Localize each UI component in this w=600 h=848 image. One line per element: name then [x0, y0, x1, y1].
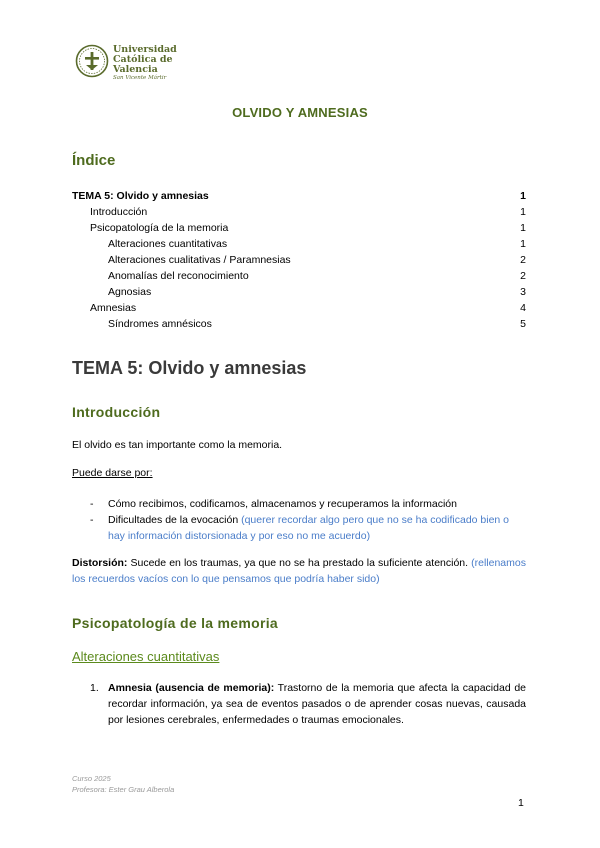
index-heading: Índice — [72, 152, 116, 169]
logo-line-2: Católica de — [113, 53, 173, 65]
toc-page: 1 — [520, 206, 526, 218]
toc-page: 5 — [520, 318, 526, 330]
distorsion-label: Distorsión: — [72, 557, 128, 569]
toc-entry-amnesias[interactable] — [72, 300, 526, 316]
toc-label: Psicopatología de la memoria — [90, 222, 229, 234]
toc-page: 1 — [520, 190, 526, 202]
toc-entry-anomalias[interactable] — [72, 268, 526, 284]
list-item — [90, 512, 526, 544]
toc-label: Introducción — [90, 206, 148, 218]
logo-line-3: Valencia — [113, 63, 158, 75]
toc-page: 1 — [520, 238, 526, 250]
amnesia-text: Trastorno de la memoria que afecta la capacidad de recordar información, ya sea de eventos pasados o de aprender cosas nuevas, causada por lesiones cerebrales, enfermedades o traumas emocionales. — [108, 682, 526, 726]
intro-paragraph: El olvido es tan importante como la memoria. — [72, 439, 283, 451]
toc-entry-alteraciones-cualitativas[interactable] — [72, 252, 526, 268]
toc-entry-sindromes[interactable] — [72, 316, 526, 332]
toc-page: 3 — [520, 286, 526, 298]
list-text-wrapper — [108, 680, 526, 728]
document-title: OLVIDO Y AMNESIAS — [232, 105, 368, 120]
bullet-text: Dificultades de la evocación — [108, 514, 239, 526]
bullet-dash: - — [90, 514, 94, 526]
footer-professor: Profesora: Ester Grau Alberola — [72, 785, 175, 794]
toc-label: Anomalías del reconocimiento — [108, 270, 249, 282]
toc-label: Síndromes amnésicos — [108, 318, 212, 330]
toc-label: TEMA 5: Olvido y amnesias — [72, 190, 209, 202]
page-number: 1 — [518, 797, 524, 809]
bullet-dash: - — [90, 498, 94, 510]
toc-page: 4 — [520, 302, 526, 314]
footer-course: Curso 2025 — [72, 774, 111, 783]
toc-page: 2 — [520, 254, 526, 266]
psicopatologia-heading: Psicopatología de la memoria — [72, 615, 279, 631]
intro-heading: Introducción — [72, 404, 161, 420]
list-item — [90, 680, 526, 728]
distorsion-text: Sucede en los traumas, ya que no se ha prestado la suficiente atención. — [130, 557, 469, 569]
logo-text — [113, 45, 177, 82]
logo-line-1: Universidad — [113, 44, 177, 55]
toc-entry-agnosias[interactable] — [72, 284, 526, 300]
toc-label: Alteraciones cualitativas / Paramnesias — [108, 254, 291, 266]
tema-heading: TEMA 5: Olvido y amnesias — [72, 358, 307, 378]
university-logo — [75, 44, 195, 80]
bullet-note: (querer recordar algo pero que no se ha codificado bien o hay información distorsionada y por eso no me acuerdo) — [108, 514, 510, 542]
distorsion-note: (rellenamos los recuerdos vacíos con lo que pensamos que podría haber sido) — [72, 557, 526, 585]
toc-label: Alteraciones cuantitativas — [108, 238, 228, 250]
list-number: 1. — [90, 682, 99, 694]
toc-entry-tema5[interactable] — [72, 188, 526, 204]
puede-darse-label: Puede darse por: — [72, 467, 153, 479]
toc-label: Amnesias — [90, 302, 137, 314]
toc-entry-psicopatologia[interactable] — [72, 220, 526, 236]
bullet-text-wrapper — [108, 512, 526, 544]
university-crest-icon — [75, 44, 109, 78]
toc-entry-introduccion[interactable] — [72, 204, 526, 220]
toc-entry-alteraciones-cuantitativas[interactable] — [72, 236, 526, 252]
distorsion-paragraph — [72, 555, 526, 587]
alteraciones-cuantitativas-heading: Alteraciones cuantitativas — [72, 649, 220, 664]
amnesia-label: Amnesia (ausencia de memoria): — [108, 682, 275, 694]
bullet-text: Cómo recibimos, codificamos, almacenamos y recuperamos la información — [108, 498, 457, 510]
toc-page: 2 — [520, 270, 526, 282]
toc-page: 1 — [520, 222, 526, 234]
footer — [72, 773, 174, 795]
toc-label: Agnosias — [108, 286, 152, 298]
logo-line-4: San Vicente Mártir — [113, 75, 167, 82]
